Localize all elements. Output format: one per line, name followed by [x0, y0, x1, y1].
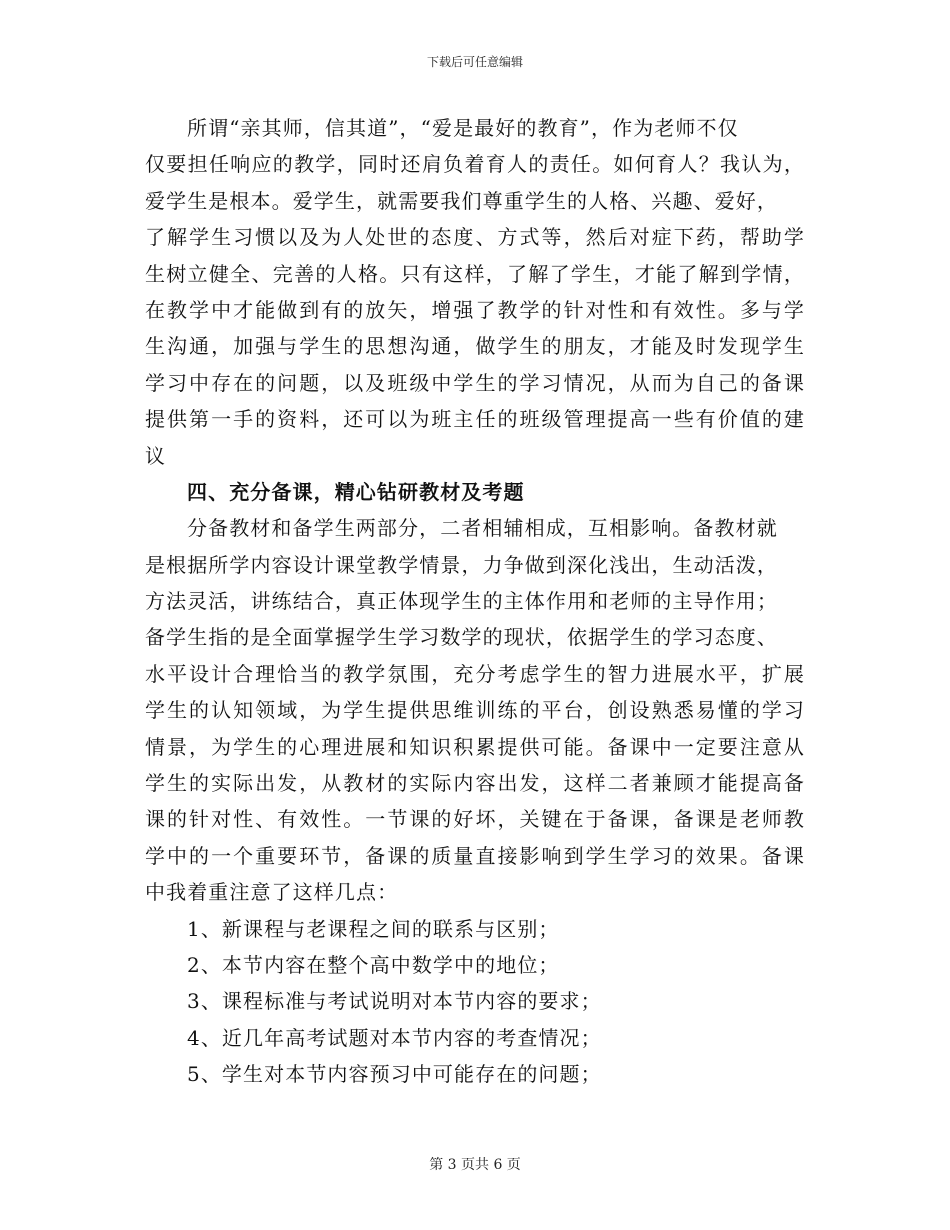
paragraph-2-line-7: 情景，为学生的心理进展和知识积累提供可能。备课中一定要注意从	[145, 734, 805, 759]
paragraph-2-line-11: 中我着重注意了这样几点：	[145, 880, 399, 905]
paragraph-2-line-3: 方法灵活，讲练结合，真正体现学生的主体作用和老师的主导作用；	[145, 589, 778, 614]
paragraph-1-line-6: 在教学中才能做到有的放矢，增强了教学的针对性和有效性。多与学	[145, 297, 805, 322]
list-item-5: 5、学生对本节内容预习中可能存在的问题；	[187, 1062, 602, 1087]
paragraph-1-line-10: 议	[145, 443, 167, 468]
paragraph-2-line-5: 水平设计合理恰当的教学氛围，充分考虑学生的智力进展水平，扩展	[145, 661, 805, 686]
paragraph-2-line-4: 备学生指的是全面掌握学生学习数学的现状，依据学生的学习态度、	[145, 625, 778, 650]
page-header: 下载后可任意编辑	[426, 55, 523, 69]
paragraph-1-line-1: 所谓“亲其师，信其道”，“爱是最好的教育”，作为老师不仅	[187, 116, 739, 140]
paragraph-2-line-8: 学生的实际出发，从教材的实际内容出发，这样二者兼顾才能提高备	[145, 771, 805, 796]
paragraph-1-line-5: 生树立健全、完善的人格。只有这样，了解了学生，才能了解到学情，	[145, 261, 805, 286]
paragraph-2-line-2: 是根据所学内容设计课堂教学情景，力争做到深化浅出，生动活泼，	[145, 552, 778, 577]
list-item-2: 2、本节内容在整个高中数学中的地位；	[187, 952, 560, 977]
list-item-4: 4、近几年高考试题对本节内容的考查情况；	[187, 1025, 602, 1050]
paragraph-1-line-7: 生沟通，加强与学生的思想沟通，做学生的朋友，才能及时发现学生	[145, 334, 805, 359]
paragraph-1-line-3: 爱学生是根本。爱学生，就需要我们尊重学生的人格、兴趣、爱好，	[145, 188, 778, 213]
paragraph-2-line-6: 学生的认知领域，为学生提供思维训练的平台，创设熟悉易懂的学习	[145, 698, 805, 723]
page-footer: 第 3 页共 6 页	[429, 1157, 521, 1173]
section-heading-4: 四、充分备课，精心钻研教材及考题	[187, 479, 525, 504]
list-item-3: 3、课程标准与考试说明对本节内容的要求；	[187, 989, 602, 1014]
paragraph-2-line-9: 课的针对性、有效性。一节课的好坏，关键在于备课，备课是老师教	[145, 807, 805, 832]
paragraph-2-line-1: 分备教材和备学生两部分，二者相辅相成，互相影响。备教材就	[187, 516, 778, 541]
paragraph-1-line-8: 学习中存在的问题，以及班级中学生的学习情况，从而为自己的备课	[145, 370, 805, 395]
paragraph-1-line-4: 了解学生习惯以及为人处世的态度、方式等，然后对症下药，帮助学	[145, 225, 805, 250]
paragraph-1-line-2: 仅要担任响应的教学，同时还肩负着育人的责任。如何育人？我认为，	[145, 152, 805, 177]
paragraph-1-line-9: 提供第一手的资料，还可以为班主任的班级管理提高一些有价值的建	[145, 407, 805, 432]
list-item-1: 1、新课程与老课程之间的联系与区别；	[187, 916, 560, 941]
document-body	[145, 110, 805, 1093]
paragraph-2-line-10: 学中的一个重要环节，备课的质量直接影响到学生学习的效果。备课	[145, 843, 805, 868]
